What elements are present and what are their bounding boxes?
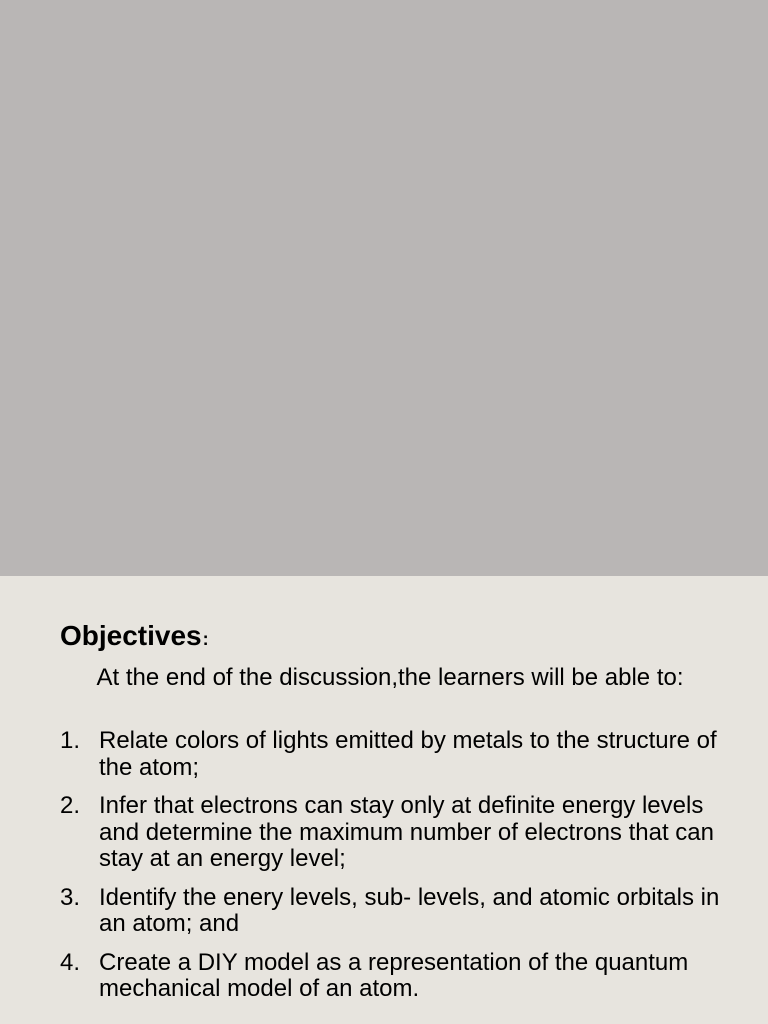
objectives-title-colon: : <box>202 629 209 649</box>
objective-text: Create a DIY model as a representation of the quantum mechanical model of an atom. <box>99 948 689 1002</box>
objectives-title: Objectives <box>60 620 202 651</box>
objective-text: Infer that electrons can stay only at definite energy levels and determine the maximum number of electrons that can stay at an energy level; <box>99 792 714 872</box>
objectives-heading <box>60 620 209 652</box>
objectives-panel <box>0 576 768 1024</box>
objective-item <box>60 950 740 1003</box>
objective-text: Relate colors of lights emitted by metals to the structure of the atom; <box>99 727 717 781</box>
objective-number: 4. <box>60 948 81 976</box>
objectives-intro: At the end of the discussion,the learners will be able to: <box>96 664 684 691</box>
objective-number: 2. <box>60 792 81 819</box>
objective-item <box>60 793 740 873</box>
objective-text: Identify the enery levels, sub- levels, and atomic orbitals in an atom; and <box>99 883 720 937</box>
objective-item <box>60 885 740 938</box>
objectives-list <box>60 728 740 1015</box>
objective-number: 1. <box>60 727 81 754</box>
objective-item <box>60 728 740 781</box>
objective-number: 3. <box>60 883 81 911</box>
